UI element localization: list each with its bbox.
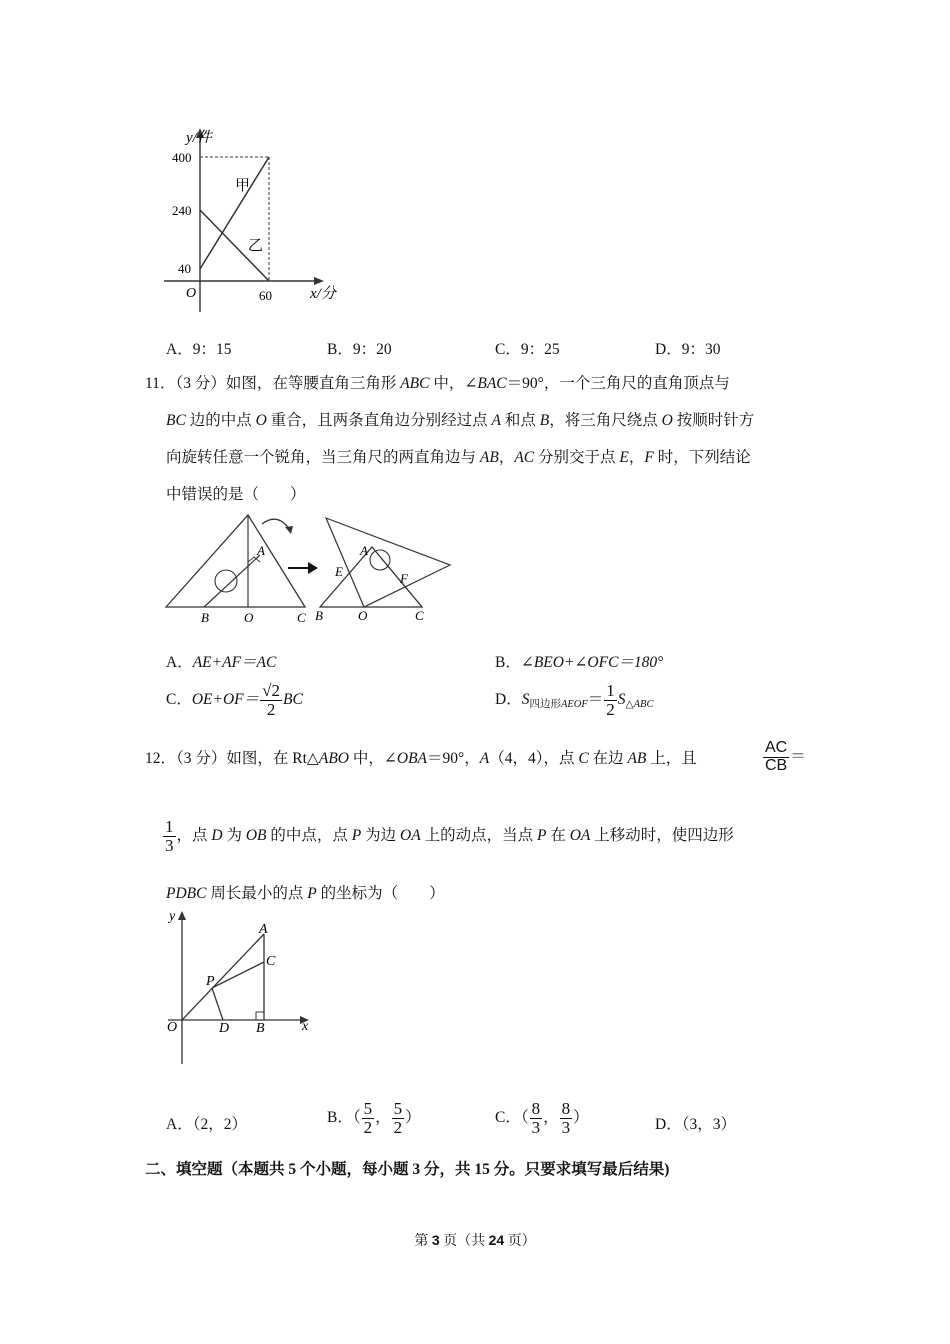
label-d: D [219, 1021, 230, 1036]
text: ，将三角尺绕点 [549, 412, 662, 429]
label-jia: 甲 [235, 178, 251, 194]
denominator: 2 [363, 1117, 373, 1137]
denominator: CB [765, 756, 788, 774]
y-tick-400: 400 [172, 150, 192, 165]
math: BC [166, 412, 186, 429]
math: S [617, 690, 626, 708]
question-number: 12． [145, 750, 177, 767]
text: 的坐标为（ ） [316, 885, 445, 902]
q11-line-3 [166, 445, 751, 467]
numerator: 5 [393, 1099, 403, 1118]
label-b-2: B [315, 608, 323, 623]
label-o: O [167, 1020, 178, 1035]
text: 按顺时针方 [672, 412, 755, 429]
text: 中，∠ [349, 750, 397, 767]
label-b: B [201, 610, 209, 625]
section-2-title: 二、填空题（本题共 5 个小题，每小题 3 分，共 15 分。只要求填写最后结果) [145, 1161, 670, 1178]
y-tick-40: 40 [178, 261, 191, 276]
math: AC [514, 449, 535, 466]
segment-pd [212, 988, 223, 1020]
text: ， [543, 1108, 559, 1126]
math: D [211, 826, 223, 844]
math: P [536, 826, 547, 844]
math: A [479, 750, 490, 767]
total-pages: 24 [488, 1232, 505, 1248]
text: 为 [222, 826, 246, 844]
segment-pc [212, 962, 264, 988]
y-tick-240: 240 [172, 203, 192, 218]
math: OA [569, 826, 591, 844]
numerator: 5 [363, 1099, 373, 1118]
label-o-2: O [358, 608, 368, 623]
q12-ratio [762, 740, 806, 775]
option-letter: B． [327, 1108, 353, 1126]
label-y: y [169, 909, 176, 924]
math: S [521, 690, 530, 708]
text: 第 [414, 1234, 432, 1249]
label-c: C [266, 954, 276, 969]
fraction [392, 1100, 405, 1137]
math: O [661, 412, 673, 429]
page-number: 3 [431, 1232, 440, 1248]
q10-option-c: C．9：25 [495, 341, 560, 358]
math: ∠BEO+∠OFC＝180° [520, 654, 664, 671]
score: （3 分） [176, 750, 227, 767]
fraction [560, 1100, 573, 1137]
text: 边的中点 [185, 412, 256, 429]
q12-option-a: A．（2，2） [166, 1116, 247, 1133]
text: 的中点，点 [266, 826, 352, 844]
denominator: 3 [561, 1117, 571, 1137]
q12-option-c [495, 1100, 589, 1137]
numerator: 8 [561, 1099, 571, 1118]
math: AB [479, 449, 499, 466]
label-a: A [259, 922, 268, 937]
subscript: AEOF [560, 698, 588, 710]
y-axis-arrow-icon [178, 911, 186, 920]
numerator: AC [765, 739, 788, 756]
text: 为边 [361, 826, 401, 844]
question-number: 11． [145, 375, 176, 392]
label-o: O [244, 610, 254, 625]
text: 向旋转任意一个锐角，当三角尺的两直角边与 [166, 449, 480, 466]
math: OBA [396, 750, 428, 767]
text: 和点 [501, 412, 540, 429]
text: （ [352, 1108, 361, 1126]
fraction [362, 1100, 375, 1137]
fraction [763, 740, 789, 775]
label-f: F [400, 571, 408, 586]
label-c: C [297, 610, 306, 625]
label-c-2: C [415, 608, 424, 623]
label-p: P [206, 974, 215, 989]
text: （4，4），点 [489, 750, 579, 767]
subscript: 四边形 [529, 698, 561, 710]
text: 重合，且两条直角边分别经过点 [266, 412, 492, 429]
q10-option-d: D．9：30 [655, 341, 721, 358]
math: O [255, 412, 267, 429]
q10-option-b: B．9：20 [327, 341, 392, 358]
fraction [530, 1100, 543, 1137]
set-square-hole-2 [370, 550, 390, 570]
text: ） [573, 1108, 589, 1126]
x-axis-label: x/分 [310, 286, 336, 302]
text: 时，下列结论 [653, 449, 751, 466]
option-letter: C． [166, 690, 192, 708]
q11-line-1 [145, 371, 730, 393]
text: （ [520, 1108, 529, 1126]
q12-figure [158, 904, 323, 1069]
label-e: E [335, 564, 343, 579]
text: 中，∠ [429, 375, 478, 392]
q10-option-a: A．9：15 [166, 341, 232, 358]
q10-graph [150, 122, 350, 312]
text: 上移动时，使四边形 [590, 826, 734, 844]
label-x: x [302, 1019, 309, 1034]
rotate-arrow [262, 519, 290, 530]
x-axis-arrow-icon [314, 277, 324, 285]
denominator: 2 [606, 699, 615, 719]
numerator: 1 [606, 681, 615, 700]
denominator: 2 [266, 699, 276, 719]
fraction [260, 682, 282, 719]
text: 页（共 [439, 1234, 489, 1249]
q12-option-d: D．（3，3） [655, 1116, 736, 1133]
segment-oa [182, 934, 264, 1020]
text: 周长最小的点 [206, 885, 308, 902]
math: C [578, 750, 589, 767]
math: A [491, 412, 502, 429]
math: ABC [400, 375, 430, 392]
math: AB [627, 750, 647, 767]
math: ABO [318, 750, 349, 767]
option-letter: A． [166, 654, 193, 671]
set-square-rotated [326, 518, 450, 607]
fraction [163, 818, 176, 855]
score: （3 分） [175, 375, 226, 392]
math: B [539, 412, 550, 429]
set-square-hole [215, 570, 237, 592]
math: OE+OF＝ [191, 690, 260, 708]
text: 在 [546, 826, 570, 844]
denominator: 3 [165, 835, 174, 855]
math: OA [400, 826, 421, 844]
text: ＝ [790, 747, 806, 765]
rotate-arrow-icon [285, 526, 293, 534]
option-letter: C． [495, 1108, 521, 1126]
triangle-abc [166, 515, 305, 607]
text: 如图，在 Rt△ [226, 750, 319, 767]
numerator: 1 [165, 817, 174, 836]
math: P [307, 885, 317, 902]
text: ，点 [176, 826, 212, 844]
origin-label: O [186, 286, 197, 301]
math: BC [282, 690, 303, 708]
q12-line-3 [166, 881, 445, 903]
denominator: 3 [531, 1117, 541, 1137]
label-a-2: A [360, 543, 368, 558]
q11-line-2 [166, 408, 754, 430]
text: ＝90°，一个三角尺的直角顶点与 [506, 375, 730, 392]
transform-arrow-icon [308, 562, 318, 574]
subscript: △ABC [625, 698, 654, 710]
q11-option-b [495, 650, 663, 672]
option-letter: D． [495, 690, 522, 708]
numerator: 8 [531, 1099, 541, 1118]
text: ＝90°， [427, 750, 480, 767]
label-yi: 乙 [248, 238, 264, 254]
q11-figure [160, 510, 460, 628]
q12-option-b [327, 1100, 421, 1137]
page-footer [0, 1230, 950, 1250]
q12-line-2 [162, 818, 734, 855]
set-square-edge-2 [204, 555, 260, 607]
text: 分别交于点 [534, 449, 620, 466]
text: 上，且 [646, 750, 697, 767]
math: P [351, 826, 362, 844]
right-angle-mark [256, 1012, 264, 1020]
q11-option-c [166, 682, 303, 719]
text: ） [405, 1108, 421, 1126]
math: PDBC [166, 885, 207, 902]
numerator: √2 [262, 681, 280, 700]
text: ， [628, 449, 645, 466]
math: F [644, 449, 654, 466]
label-a: A [257, 543, 265, 558]
option-letter: B． [495, 654, 521, 671]
y-axis-label: y/件 [186, 130, 212, 146]
label-b: B [256, 1021, 265, 1036]
text: ＝ [587, 690, 604, 708]
text: 在边 [588, 750, 628, 767]
q11-option-d [495, 682, 653, 719]
text: 页） [504, 1234, 536, 1249]
q11-line-4: 中错误的是（ ） [166, 486, 306, 503]
math: BAC [477, 375, 507, 392]
text: ， [375, 1108, 391, 1126]
fraction [604, 682, 617, 719]
math: OB [245, 826, 267, 844]
text: ， [498, 449, 515, 466]
math: AE+AF＝AC [192, 654, 277, 671]
q11-option-a [166, 650, 276, 672]
math: E [619, 449, 629, 466]
text: 如图，在等腰直角三角形 [225, 375, 401, 392]
text: 上的动点，当点 [420, 826, 537, 844]
x-tick-60: 60 [259, 288, 272, 303]
q12-line-1 [145, 746, 697, 768]
denominator: 2 [393, 1117, 403, 1137]
